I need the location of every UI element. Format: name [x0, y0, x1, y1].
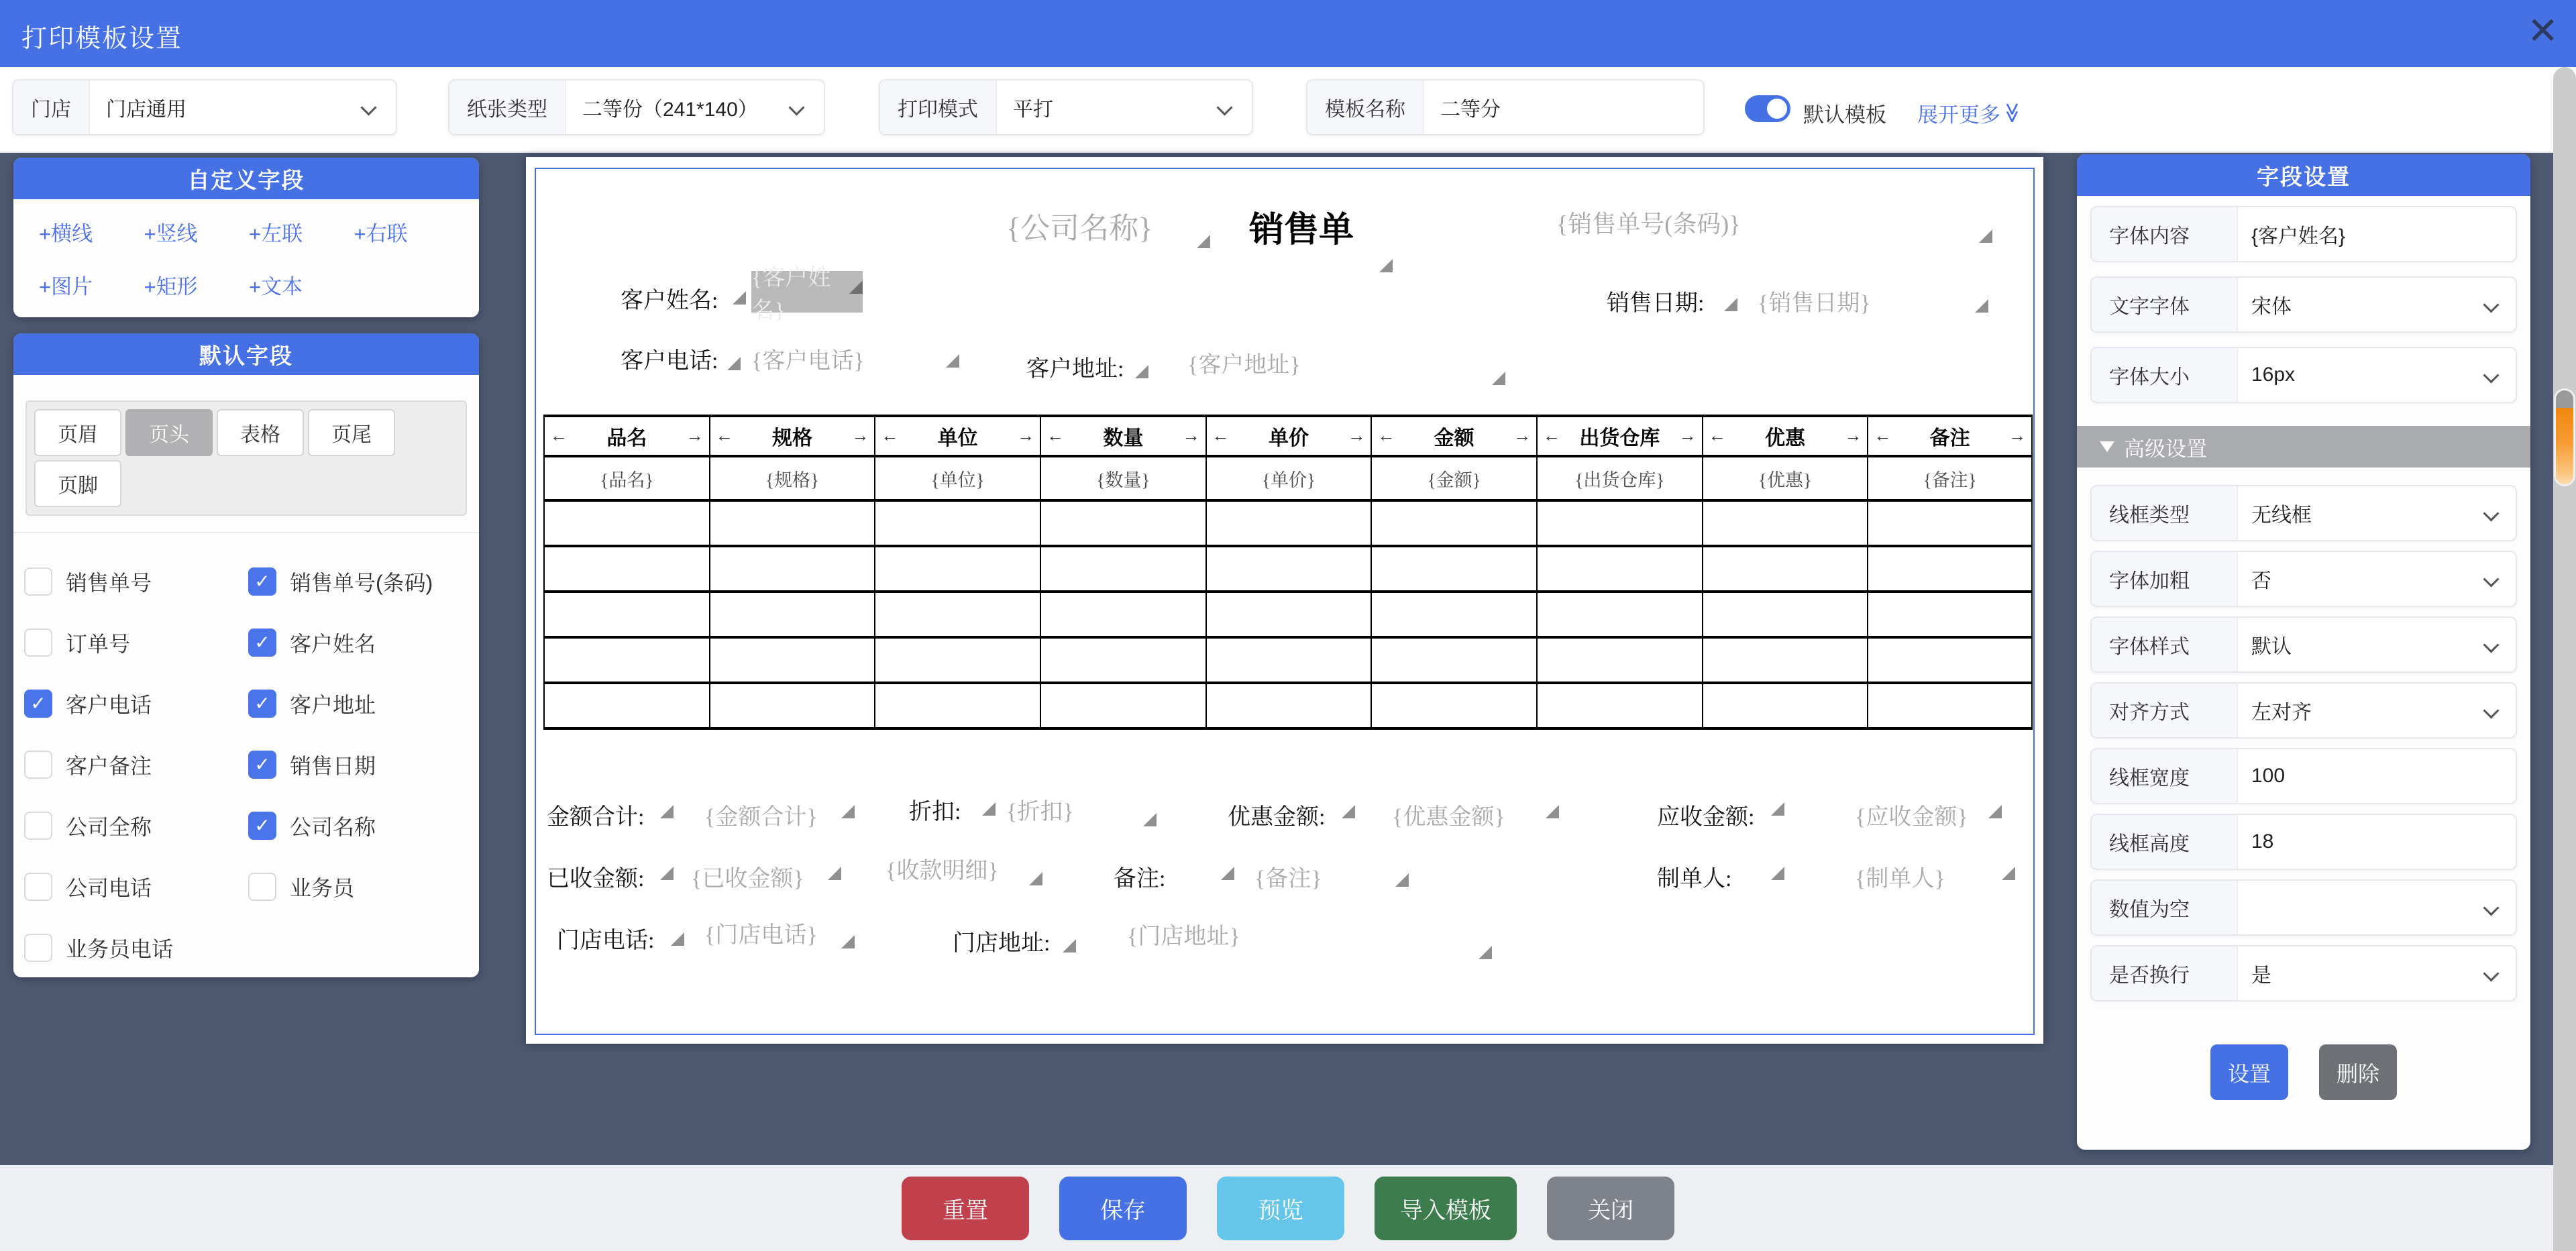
store-address-placeholder[interactable]: {门店地址}	[1127, 924, 1240, 949]
table-placeholder-row	[543, 457, 2033, 502]
tab-page-head[interactable]: 页头	[125, 409, 213, 456]
checkbox-item-customer-address[interactable]: ✓ 客户地址	[248, 688, 472, 719]
apply-button[interactable]: 设置	[2210, 1044, 2288, 1100]
items-table[interactable]	[543, 415, 2033, 730]
arrow-right-icon: →	[686, 426, 704, 445]
checkbox-item-sale-date[interactable]: ✓ 销售日期	[248, 749, 472, 780]
font-style-select[interactable]: 字体样式 默认	[2090, 616, 2517, 673]
store-label: 门店	[13, 80, 90, 134]
template-name-input[interactable]: 二等分	[1440, 99, 1501, 121]
paper-type-select[interactable]	[448, 79, 825, 135]
total-amount-placeholder[interactable]: {金额合计}	[704, 805, 818, 830]
checkbox[interactable]	[24, 873, 52, 901]
template-canvas[interactable]	[526, 157, 2043, 1044]
checkbox-checked[interactable]: ✓	[248, 629, 276, 657]
resize-handle-icon[interactable]	[1395, 873, 1409, 887]
resize-handle-icon[interactable]	[841, 935, 855, 948]
add-text-link[interactable]: +文本	[249, 275, 303, 298]
arrow-right-icon: →	[1844, 426, 1862, 445]
arrow-right-icon: →	[1678, 426, 1697, 445]
checkbox-checked[interactable]: ✓	[248, 751, 276, 779]
chevron-down-icon	[2483, 637, 2499, 653]
border-height-field[interactable]: 线框高度 18	[2090, 814, 2517, 870]
checkbox[interactable]	[24, 751, 52, 779]
checkbox-item-company-name[interactable]: ✓ 公司名称	[248, 810, 472, 841]
font-content-field[interactable]: 字体内容 {客户姓名}	[2090, 206, 2517, 262]
received-amount-placeholder[interactable]: {已收金额}	[691, 867, 804, 891]
tab-table[interactable]: 表格	[217, 409, 304, 456]
resize-handle-icon[interactable]	[982, 802, 996, 816]
arrow-left-icon: ←	[1377, 426, 1395, 445]
arrow-right-icon: →	[1513, 426, 1531, 445]
custom-fields-header: 自定义字段	[13, 158, 479, 199]
border-width-input[interactable]: 100	[2251, 765, 2286, 787]
import-template-button[interactable]: 导入模板	[1375, 1177, 1517, 1240]
resize-handle-icon[interactable]	[1771, 802, 1784, 816]
align-select[interactable]: 对齐方式 左对齐	[2090, 682, 2517, 739]
arrow-right-icon: →	[2008, 426, 2026, 445]
col-header[interactable]: ← 品名 →	[543, 417, 709, 455]
placeholder-cell[interactable]: {单位}	[874, 457, 1040, 499]
checkbox-item-order-no[interactable]: 订单号	[24, 627, 248, 658]
arrow-left-icon: ←	[1874, 426, 1892, 445]
remark-label[interactable]: 备注:	[1114, 867, 1166, 891]
placeholder-cell[interactable]: {单价}	[1205, 457, 1371, 499]
toggle-knob	[1767, 99, 1787, 119]
resize-handle-icon[interactable]	[727, 357, 741, 370]
receivable-placeholder[interactable]: {应收金额}	[1855, 805, 1968, 830]
maker-label[interactable]: 制单人:	[1657, 867, 1732, 891]
default-fields-panel	[13, 333, 479, 977]
customer-name-placeholder-selected[interactable]: {客户姓名}	[751, 271, 863, 313]
resize-handle-icon[interactable]	[1063, 939, 1076, 953]
page-scrollbar[interactable]	[2553, 67, 2576, 1251]
resize-handle-icon[interactable]	[1546, 805, 1559, 818]
resize-handle-icon[interactable]	[671, 932, 684, 946]
checkbox-checked[interactable]: ✓	[24, 690, 52, 718]
checkbox-item-sale-no[interactable]: 销售单号	[24, 566, 248, 597]
arrow-right-icon: →	[1348, 426, 1366, 445]
checkbox-checked[interactable]: ✓	[248, 812, 276, 840]
chevron-down-icon	[2483, 505, 2499, 521]
col-header[interactable]: ← 单价 →	[1205, 417, 1371, 455]
remark-placeholder[interactable]: {备注}	[1254, 867, 1322, 891]
discount-placeholder[interactable]: {折扣}	[1006, 800, 1074, 824]
add-left-copy-link[interactable]: +左联	[249, 222, 303, 246]
sale-date-label[interactable]: 销售日期:	[1607, 291, 1705, 316]
maker-placeholder[interactable]: {制单人}	[1855, 867, 1945, 891]
default-template-label: 默认模板	[1803, 103, 1886, 127]
save-button[interactable]: 保存	[1059, 1177, 1187, 1240]
add-right-copy-link[interactable]: +右联	[354, 222, 408, 246]
template-name-field[interactable]	[1306, 79, 1705, 135]
checkbox[interactable]	[248, 873, 276, 901]
store-select[interactable]	[12, 79, 397, 135]
resize-handle-icon[interactable]	[1724, 298, 1737, 311]
delete-button[interactable]: 删除	[2319, 1044, 2397, 1100]
store-phone-placeholder[interactable]: {门店电话}	[704, 923, 818, 948]
chevron-down-icon	[788, 99, 804, 115]
resize-handle-icon[interactable]	[1342, 805, 1355, 818]
wrap-select[interactable]: 是否换行 是	[2090, 945, 2517, 1001]
resize-handle-icon[interactable]	[1492, 372, 1505, 385]
tab-page-footer[interactable]: 页脚	[34, 460, 121, 507]
placeholder-cell[interactable]: {品名}	[543, 457, 709, 499]
field-checkbox-list	[13, 533, 479, 978]
scrollbar-thumb-body	[2556, 408, 2573, 484]
resize-handle-icon[interactable]	[1975, 299, 1988, 313]
chevron-down-icon	[2483, 965, 2499, 981]
store-phone-label[interactable]: 门店电话:	[557, 928, 655, 953]
table-empty-row	[543, 684, 2033, 730]
arrow-left-icon: ←	[1046, 426, 1064, 445]
table-empty-row	[543, 593, 2033, 639]
company-name-placeholder[interactable]: {公司名称}	[1006, 212, 1153, 245]
add-hline-link[interactable]: +横线	[39, 222, 93, 246]
border-width-field[interactable]: 线框宽度 100	[2090, 748, 2517, 804]
table-empty-row	[543, 639, 2033, 684]
arrow-left-icon: ←	[1212, 426, 1230, 445]
tab-page-header-margin[interactable]: 页眉	[34, 409, 121, 456]
chevron-down-icon	[2483, 702, 2499, 718]
coupon-amount-placeholder[interactable]: {优惠金额}	[1392, 805, 1505, 830]
chevron-down-icon	[360, 99, 376, 115]
checkbox[interactable]	[24, 812, 52, 840]
resize-handle-icon[interactable]	[1988, 805, 2002, 818]
arrow-right-icon: →	[1182, 426, 1200, 445]
col-header[interactable]: ← 单位 →	[874, 417, 1040, 455]
scrollbar-thumb[interactable]	[2556, 390, 2573, 484]
resize-handle-icon[interactable]	[733, 291, 746, 305]
resize-handle-icon[interactable]	[1143, 813, 1157, 826]
order-no-placeholder[interactable]: {销售单号(条码)}	[1556, 211, 1741, 237]
resize-handle-icon[interactable]	[2002, 867, 2015, 880]
customer-name-label[interactable]: 客户姓名:	[621, 288, 718, 313]
dialog-titlebar	[0, 0, 2576, 67]
resize-handle-icon[interactable]	[828, 867, 841, 880]
resize-handle-icon[interactable]	[841, 805, 855, 818]
checkbox-item-salesman-phone[interactable]: 业务员电话	[24, 932, 248, 963]
field-settings-panel	[2077, 154, 2530, 1150]
col-header[interactable]: ← 出货仓库 →	[1536, 417, 1702, 455]
default-fields-header: 默认字段	[13, 333, 479, 375]
col-header[interactable]: ← 规格 →	[709, 417, 875, 455]
placeholder-cell[interactable]: {优惠}	[1702, 457, 1868, 499]
customer-address-label[interactable]: 客户地址:	[1026, 357, 1124, 382]
sale-date-placeholder[interactable]: {销售日期}	[1758, 291, 1871, 316]
border-type-select[interactable]: 线框类型 无线框	[2090, 485, 2517, 541]
resize-handle-icon[interactable]	[1197, 235, 1210, 248]
placeholder-cell[interactable]: {备注}	[1867, 457, 2033, 499]
col-header[interactable]: ← 优惠 →	[1702, 417, 1868, 455]
coupon-amount-label[interactable]: 优惠金额:	[1228, 805, 1326, 830]
table-header-row	[543, 415, 2033, 457]
font-bold-select[interactable]: 字体加粗 否	[2090, 551, 2517, 607]
col-header[interactable]: ← 数量 →	[1040, 417, 1205, 455]
arrow-left-icon: ←	[715, 426, 733, 445]
action-bar	[0, 1165, 2576, 1251]
caret-down-icon	[2100, 441, 2114, 452]
col-header[interactable]: ← 金额 →	[1371, 417, 1536, 455]
page-title: 打印模板设置	[21, 25, 183, 53]
table-empty-row	[543, 502, 2033, 547]
checkbox[interactable]	[24, 934, 52, 962]
custom-fields-panel	[13, 158, 479, 317]
placeholder-cell[interactable]: {金额}	[1371, 457, 1536, 499]
double-chevron-down-icon: ≫	[2001, 102, 2024, 124]
checkbox[interactable]	[24, 567, 52, 596]
discount-label[interactable]: 折扣:	[909, 800, 961, 824]
chevron-down-icon	[2483, 571, 2499, 587]
arrow-left-icon: ←	[1543, 426, 1560, 445]
checkbox-item-customer-remark[interactable]: 客户备注	[24, 749, 248, 780]
resize-handle-icon[interactable]	[1379, 259, 1393, 272]
doc-title[interactable]: 销售单	[1249, 211, 1354, 250]
expand-more-link[interactable]	[1917, 98, 2023, 128]
arrow-right-icon: →	[1016, 426, 1034, 445]
total-amount-label[interactable]: 金额合计:	[547, 805, 645, 830]
chevron-down-icon	[2483, 900, 2499, 916]
paper-type-value: 二等份（241*140）	[582, 99, 758, 121]
checkbox-item-customer-phone[interactable]: ✓ 客户电话	[24, 688, 248, 719]
checkbox-checked[interactable]: ✓	[248, 567, 276, 596]
expand-more-text: 展开更多	[1917, 103, 2000, 127]
resize-handle-icon[interactable]	[1135, 365, 1148, 378]
paper-type-label: 纸张类型	[449, 80, 566, 134]
payment-detail-placeholder[interactable]: {收款明细}	[885, 859, 999, 883]
resize-handle-icon[interactable]	[946, 354, 959, 368]
toolbar	[0, 67, 2576, 153]
add-rect-link[interactable]: +矩形	[144, 275, 198, 298]
placeholder-cell[interactable]: {出货仓库}	[1536, 457, 1702, 499]
checkbox-checked[interactable]: ✓	[248, 690, 276, 718]
resize-handle-icon[interactable]	[849, 280, 863, 294]
resize-handle-icon[interactable]	[1771, 867, 1784, 880]
print-mode-select[interactable]	[879, 79, 1253, 135]
add-vline-link[interactable]: +竖线	[144, 222, 198, 246]
table-empty-row	[543, 547, 2033, 593]
font-family-select[interactable]: 文字字体 宋体	[2090, 276, 2517, 333]
resize-handle-icon[interactable]	[1029, 872, 1042, 885]
resize-handle-icon[interactable]	[1479, 946, 1492, 959]
customer-address-placeholder[interactable]: {客户地址}	[1187, 353, 1301, 378]
default-template-toggle[interactable]	[1745, 95, 1790, 122]
font-size-select[interactable]: 字体大小 16px	[2090, 347, 2517, 403]
tab-page-tail[interactable]: 页尾	[308, 409, 395, 456]
advanced-settings-bar[interactable]: 高级设置	[2077, 426, 2530, 468]
preview-button[interactable]: 预览	[1217, 1177, 1344, 1240]
resize-handle-icon[interactable]	[1221, 867, 1234, 880]
border-height-input[interactable]: 18	[2251, 830, 2274, 853]
close-icon[interactable]: ✕	[2527, 9, 2559, 52]
customer-phone-label[interactable]: 客户电话:	[621, 349, 718, 374]
arrow-left-icon: ←	[1708, 426, 1726, 445]
template-name-label: 模板名称	[1307, 80, 1424, 134]
chevron-down-icon	[2483, 296, 2499, 313]
received-amount-label[interactable]: 已收金额:	[547, 867, 645, 891]
store-value: 门店通用	[106, 99, 186, 121]
checkbox[interactable]	[24, 629, 52, 657]
checkbox-item-customer-name[interactable]: ✓ 客户姓名	[248, 627, 472, 658]
print-mode-label: 打印模式	[880, 80, 997, 134]
print-mode-value: 平打	[1013, 99, 1053, 121]
close-button[interactable]: 关闭	[1547, 1177, 1674, 1240]
empty-value-select[interactable]: 数值为空	[2090, 879, 2517, 936]
arrow-left-icon: ←	[881, 426, 899, 445]
checkbox-item-salesman[interactable]: 业务员	[248, 871, 472, 902]
arrow-left-icon: ←	[550, 426, 568, 445]
store-address-label[interactable]: 门店地址:	[953, 931, 1051, 956]
arrow-right-icon: →	[851, 426, 869, 445]
section-tabs	[25, 400, 467, 516]
add-image-link[interactable]: +图片	[39, 275, 93, 298]
chevron-down-icon	[1216, 99, 1232, 115]
customer-phone-placeholder[interactable]: {客户电话}	[751, 349, 865, 374]
checkbox-item-company-fullname[interactable]: 公司全称	[24, 810, 248, 841]
chevron-down-icon	[2483, 367, 2499, 383]
reset-button[interactable]: 重置	[902, 1177, 1029, 1240]
resize-handle-icon[interactable]	[660, 805, 674, 818]
placeholder-cell[interactable]: {规格}	[709, 457, 875, 499]
col-header[interactable]: ← 备注 →	[1867, 417, 2033, 455]
scrollbar-thumb-cap	[2556, 390, 2573, 408]
checkbox-item-company-phone[interactable]: 公司电话	[24, 871, 248, 902]
placeholder-cell[interactable]: {数量}	[1040, 457, 1205, 499]
resize-handle-icon[interactable]	[660, 867, 674, 880]
receivable-label[interactable]: 应收金额:	[1657, 805, 1755, 830]
field-settings-header: 字段设置	[2077, 154, 2530, 196]
checkbox-item-sale-no-barcode[interactable]: ✓ 销售单号(条码)	[248, 566, 472, 597]
resize-handle-icon[interactable]	[1979, 229, 1992, 243]
font-content-input[interactable]: {客户姓名}	[2251, 225, 2346, 248]
